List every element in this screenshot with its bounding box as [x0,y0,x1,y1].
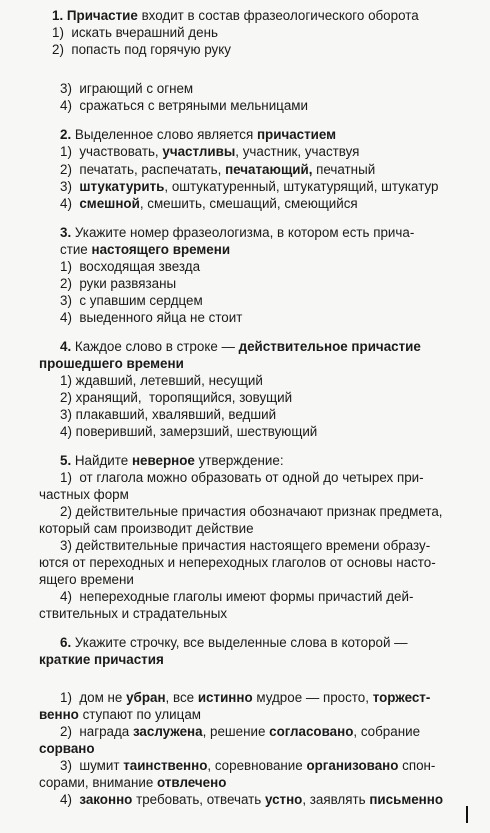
bold-text: 5. [60,453,75,468]
bold-text: письменно [369,792,444,807]
text-run: ящего времени [39,572,134,587]
bold-text: сорвано [39,741,95,756]
text-run: 3) играющий с огнем [60,81,194,96]
text-run: утверждение: [194,453,284,468]
question-5-option-4-cont [39,605,227,622]
text-run: 1) дом не [60,690,127,705]
bold-text: прошедшего времени [39,356,184,371]
bold-text: устно [264,792,303,807]
text-run: который сам производит действие [39,521,254,536]
question-4-option-4 [60,423,317,440]
question-5-option-2 [60,503,443,520]
text-run: частных форм [39,487,129,502]
text-run: требовать, отвечать [132,792,265,807]
question-1-option-2 [52,41,231,58]
text-run: 2) попасть под горячую руку [52,42,231,57]
question-5-option-1-cont [39,486,129,503]
text-run: 2) руки развязаны [60,276,177,291]
text-run: , смешить, смешащий, смеющийся [139,196,358,211]
bold-text: действительное причастие [238,339,421,354]
text-run: 2) награда [60,724,133,739]
text-run: 3) [60,179,80,194]
question-5-option-3-cont2 [39,571,134,588]
bold-text: печатающий, [225,162,313,177]
bold-text: участливы [162,144,236,159]
question-2-option-1 [60,143,359,160]
text-run: Укажите номер фразеологизма, в котором есть прича- [74,225,415,240]
text-run: 1) участвовать, [60,144,163,159]
question-3-option-4 [60,309,242,326]
text-run: 2) печатать, распечатать, [60,162,226,177]
text-cursor [466,806,468,823]
text-run: 4) [60,196,80,211]
text-run: 4) сражаться с ветряными мельницами [60,98,308,113]
bold-text: Причастие [66,8,138,23]
text-run: мудрое — просто, [252,690,373,705]
question-3-option-2 [60,275,176,292]
text-run: 4) непереходные глаголы имеют формы причастий дей- [60,589,414,604]
question-2-title [60,126,336,143]
question-5-option-3-cont [39,554,436,571]
question-5-title [60,452,284,469]
text-run: , решение [202,724,270,739]
question-6-option-3 [60,757,435,774]
bold-text: истинно [197,690,253,705]
question-3-title-cont [60,241,230,258]
question-4-option-2 [60,389,292,406]
bold-text: 2. [60,127,75,142]
question-4-title [60,338,421,355]
question-1-option-4 [60,97,308,114]
text-run: входит в состав фразеологического оборота [137,8,419,23]
question-4-title-cont [39,355,184,372]
text-run: , все [165,690,198,705]
question-6-title [60,634,408,651]
bold-text: настоящего времени [91,242,231,257]
text-run: ствительных и страдательных [39,606,228,621]
text-run: , участник, участвуя [235,144,360,159]
question-5-option-2-cont [39,520,254,537]
question-3-option-1 [60,258,200,275]
question-6-title-cont [39,651,164,668]
bold-text: отвлечено [157,775,227,790]
bold-text: заслужена [132,724,203,739]
question-6-option-1-cont [39,706,201,723]
question-6-option-3-cont [39,774,226,791]
question-3-title [60,224,414,241]
text-run: 1) искать вчерашний день [52,25,218,40]
question-4-option-1 [60,372,263,389]
question-4-option-3 [60,406,276,423]
text-run: 2) хранящий, торопящийся, зовущий [60,390,293,405]
bold-text: убран [126,690,166,705]
question-5-option-4 [60,588,413,605]
bold-text: 1. [52,8,67,23]
bold-text: смешной [79,196,140,211]
text-run: ступают по улицам [78,707,201,722]
bold-text: законно [79,792,133,807]
text-run: 3) с упавшим сердцем [60,293,203,308]
question-1-option-3 [60,80,193,97]
text-run: 1) от глагола можно образовать от одной до четырех при- [60,470,424,485]
text-run: 3) действительные причастия настоящего времени образу- [60,538,431,553]
bold-text: причастием [256,127,337,142]
bold-text: 3. [60,225,75,240]
text-run: печатный [312,162,376,177]
text-run: , заявлять [302,792,370,807]
text-run: спон- [398,758,436,773]
question-6-option-4 [60,791,443,808]
question-6-option-2-cont [39,740,95,757]
text-run: стие [60,242,92,257]
question-1-title [52,7,419,24]
text-run: , оштукатуренный, штукатурящий, штукатур [164,179,439,194]
text-run: Найдите [74,453,132,468]
text-run: 3) шумит [60,758,124,773]
text-run: сорами, внимание [39,775,157,790]
text-run: , собрание [353,724,421,739]
question-6-option-2 [60,723,420,740]
text-run: 1) ждавший, летевший, несущий [60,373,263,388]
text-run: Укажите строчку, все выделенные слова в которой — [74,635,408,650]
question-5-option-1 [60,469,424,486]
text-run: 3) плакавший, хвалявший, ведший [60,407,277,422]
bold-text: торжест- [372,690,431,705]
question-2-option-2 [60,161,375,178]
question-2-option-4 [60,195,358,212]
bold-text: 4. [60,339,75,354]
bold-text: венно [39,707,79,722]
bold-text: таинственно [123,758,208,773]
text-run: 4) поверивший, замерзший, шествующий [60,424,318,439]
question-2-option-3 [60,178,438,195]
bold-text: штукатурить [79,179,165,194]
text-run: 1) восходящая звезда [60,259,201,274]
text-run: Каждое слово в строке — [74,339,239,354]
bold-text: 6. [60,635,75,650]
text-run: ются от переходных и непереходных глаголов от основы насто- [39,555,436,570]
bold-text: согласовано [269,724,354,739]
text-run: 4) выеденного яйца не стоит [60,310,243,325]
question-3-option-3 [60,292,203,309]
bold-text: организовано [306,758,399,773]
bold-text: краткие причастия [39,652,164,667]
text-run: , соревнование [207,758,307,773]
text-run: 2) действительные причастия обозначают признак предмета, [60,504,443,519]
question-6-option-1 [60,689,430,706]
question-5-option-3 [60,537,430,554]
question-1-option-1 [52,24,218,41]
text-run: 4) [60,792,80,807]
bold-text: неверное [131,453,195,468]
text-run: Выделенное слово является [74,127,257,142]
